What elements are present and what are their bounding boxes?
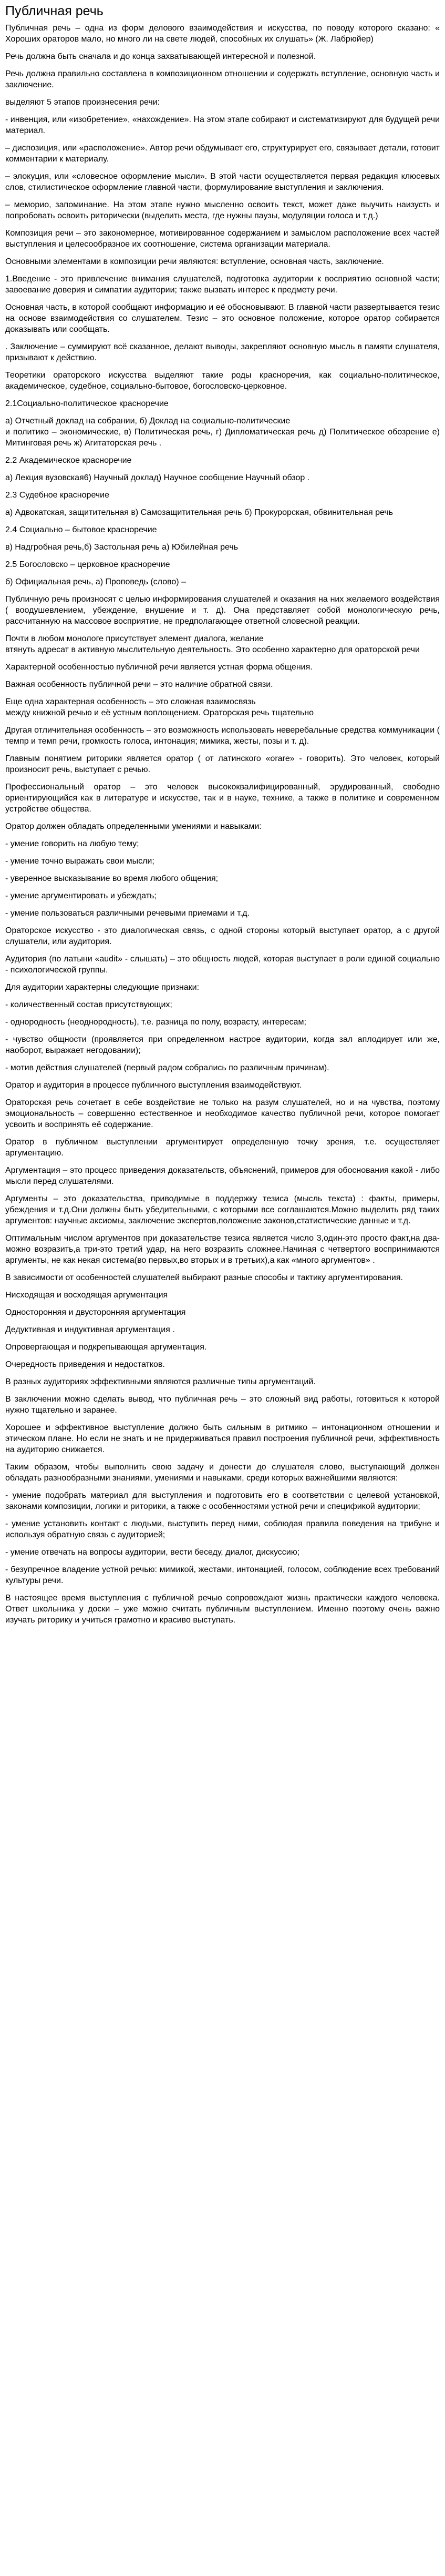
paragraph: Главным понятием риторики является оратор ( от латинского «orare» - говорить). Это человек, который произносит речь, выступает с речью. bbox=[5, 754, 440, 775]
paragraph: - умение говорить на любую тему; bbox=[5, 839, 139, 849]
paragraph: Речь должна правильно составлена в композиционном отношении и содержать вступление, основную часть и заключение. bbox=[5, 69, 440, 90]
paragraph: Публичную речь произносят с целью информирования слушателей и оказания на них желаемого воздействия ( воодушевлением, убеждение, внушение и т. д). Она представляет собой монологическую речь, рассчитанную на массовое восприятие, не предполагающее ответной словесной реакции. bbox=[5, 595, 440, 626]
paragraph: 2.3 Судебное красноречие bbox=[5, 491, 109, 500]
paragraph: Для аудитории характерны следующие признаки: bbox=[5, 983, 200, 992]
paragraph: - инвенция, или «изобретение», «нахождение». На этом этапе собирают и систематизируют для будущей речи материал. bbox=[5, 115, 440, 136]
paragraph: 1.Введение - это привлечение внимания слушателей, подготовка аудитории к восприятию основной части; завоевание доверия и симпатии аудитории; также вызвать интерес к предмету речи. bbox=[5, 275, 440, 295]
paragraph: а) Лекция вузовская6) Научный доклад) Научное сообщение Научный обзор . bbox=[5, 473, 310, 483]
paragraph: Аргументы – это доказательства, приводимые в поддержку тезиса (мысль текста) : факты, примеры, убеждения и т.д.Они должны быть убедительными, с которыми все соглашаются.Можно выделить ряд таких аргументов: научные аксиомы, заключение экспертов,положение законов,статистические данные и т.д. bbox=[5, 1194, 440, 1226]
paragraph: 2.4 Социально – бытовое красноречие bbox=[5, 525, 157, 535]
paragraph: - умение точно выражать свои мысли; bbox=[5, 857, 154, 866]
paragraph: Композиция речи – это закономерное, мотивированное содержанием и замыслом расположение всех частей выступления и целесообразное их соотношение, система организации материала. bbox=[5, 229, 440, 249]
paragraph: Основными элементами в композиции речи являются: вступление, основная часть, заключение. bbox=[5, 257, 384, 267]
paragraph: 2.1Социально-политическое красноречие bbox=[5, 399, 169, 409]
paragraph: Хорошее и эффективное выступление должно быть сильным в ритмико – интонационном отношении и этическом плане. Но если не знать и не придерживаться правил построения публичной речи, эффективность на аудиторию снижается. bbox=[5, 1423, 440, 1455]
paragraph: - умение подобрать материал для выступления и подготовить его в соответствии с целевой установкой, законами композиции, логики и риторики, а также с особенностями устной речи и спецификой аудитории; bbox=[5, 1491, 440, 1512]
paragraph: - количественный состав присутствующих; bbox=[5, 1000, 172, 1010]
paragraph: 2.5 Богословско – церковное красноречие bbox=[5, 560, 170, 570]
paragraph: Таким образом, чтобы выполнить свою задачу и донести до слушателя слово, выступающий должен обладать разнообразными знаниями, умениями и навыками, среди которых важнейшими являются: bbox=[5, 1463, 440, 1483]
paragraph: - умение аргументировать и убеждать; bbox=[5, 891, 157, 901]
paragraph: . Заключение – суммируют всё сказанное, делают выводы, закрепляют основную мысль в памяти слушателя, призывают к действию. bbox=[5, 342, 440, 363]
paragraph: б) Официальная речь, а) Проповедь (слово) – bbox=[5, 577, 186, 587]
paragraph: Очередность приведения и недостатков. bbox=[5, 1360, 165, 1370]
paragraph: Опровергающая и подкрепывающая аргументация. bbox=[5, 1343, 207, 1352]
paragraph: Теоретики ораторского искусства выделяют такие роды красноречия, как социально-политическое, академическое, судебное, социально-бытовое, богословско-церковное. bbox=[5, 371, 440, 391]
paragraph: - умение установить контакт с людьми, выступить перед ними, соблюдая правила поведения на трибуне и используя обратную связь с аудиторией; bbox=[5, 1519, 440, 1540]
paragraph: - мотив действия слушателей (первый радом собрались по различным причинам). bbox=[5, 1063, 329, 1073]
paragraph: - умение пользоваться различными речевыми приемами и т.д. bbox=[5, 909, 250, 918]
document-title: Публичная речь bbox=[5, 4, 104, 18]
paragraph: В разных аудиториях эффективными являются различные типы аргументаций. bbox=[5, 1377, 316, 1387]
paragraph: - однородность (неоднородность), т.е. разница по полу, возрасту, интересам; bbox=[5, 1018, 306, 1027]
paragraph: Характерной особенностью публичной речи является устная форма общения. bbox=[5, 663, 313, 672]
paragraph: В заключении можно сделать вывод, что публичная речь – это сложный вид работы, готовиться к которой нужно тщательно и заранее. bbox=[5, 1395, 440, 1415]
paragraph: Ораторская речь сочетает в себе воздействие не только на разум слушателей, но и на чувства, поэтому эмоциональность – совершенно естественное и необходимое качество публичной речи, которое помогает усвоить и воспринять её содержание. bbox=[5, 1098, 440, 1130]
paragraph: Оптимальным числом аргументов при доказательстве тезиса является число 3,один-это просто факт,на два-можно возразить,а три-это третий удар, на него возразить сложнее.Начиная с четвертого воспринимаются аргументы, не как некая система(во первых,во вторых и в третьих),а как «много аргументов» . bbox=[5, 1234, 440, 1265]
paragraph: Еще одна характерная особенность – это сложная взаимосвязь между книжной речью и её устным воплощением. Ораторская речь тщательно bbox=[5, 697, 314, 718]
document-body bbox=[5, 23, 440, 1626]
paragraph: Ораторское искусство - это диалогическая связь, с одной стороны который выступает оратор, а с другой слушатели, или аудитория. bbox=[5, 926, 440, 947]
paragraph: - уверенное высказывание во время любого общения; bbox=[5, 874, 219, 884]
paragraph: Аргументация – это процесс приведения доказательств, объяснений, примеров для обоснования какой - либо мысли перед слушателями. bbox=[5, 1166, 440, 1186]
paragraph: а) Отчетный доклад на собрании, б) Доклад на социально-политические и политико – экономические, в) Политическая речь, г) Дипломатическая речь д) Политическое обозрение е) Митинговая речь ж) Агитаторская речь . bbox=[5, 417, 440, 448]
paragraph: Аудитория (по латыни «audit» - слышать) – это общность людей, которая выступает в роли единой социально - психологической группы. bbox=[5, 955, 440, 975]
paragraph: Дедуктивная и индуктивная аргументация . bbox=[5, 1325, 175, 1335]
paragraph: Оратор должен обладать определенными умениями и навыками: bbox=[5, 822, 262, 831]
paragraph: В зависимости от особенностей слушателей выбирают разные способы и тактику аргументирования. bbox=[5, 1273, 403, 1283]
paragraph: – диспозиция, или «расположение». Автор речи обдумывает его, структурирует его, связывает детали, готовит комментарии к материалу. bbox=[5, 144, 440, 164]
paragraph: Оратор и аудитория в процессе публичного выступления взаимодействуют. bbox=[5, 1081, 302, 1090]
paragraph: Односторонняя и двусторонняя аргументация bbox=[5, 1308, 186, 1317]
paragraph: в) Надгробная речь,б) Застольная речь а) Юбилейная речь bbox=[5, 543, 239, 552]
paragraph: - безупречное владение устной речью: мимикой, жестами, интонацией, голосом, соблюдение всех требований культуры речи. bbox=[5, 1565, 440, 1586]
paragraph: Нисходящая и восходящая аргументация bbox=[5, 1291, 168, 1300]
paragraph: Почти в любом монологе присутствует элемент диалога, желание втянуть адресат в активную мыслительную деятельность. Это особенно характерно для ораторской речи bbox=[5, 634, 420, 655]
paragraph: Оратор в публичном выступлении аргументирует определенную точку зрения, т.е. осуществляет аргументацию. bbox=[5, 1138, 440, 1158]
paragraph: Другая отличительная особенность – это возможность использовать неверебальные средства коммуникации ( темпр и темп речи, громкость голоса, интонация; мимика, жесты, позы и т. д). bbox=[5, 726, 440, 746]
paragraph: - умение отвечать на вопросы аудитории, вести беседу, диалог, дискуссию; bbox=[5, 1548, 300, 1557]
paragraph: выделяют 5 этапов произнесения речи: bbox=[5, 98, 160, 107]
paragraph: – меморио, запоминание. На этом этапе нужно мысленно освоить текст, может даже выучить наизусть и попробовать освоить риторически (выделить места, где нужны паузы, модуляции голоса и т.д.) bbox=[5, 200, 440, 221]
paragraph: - чувство общности (проявляется при определенном настрое аудитории, когда зал аплодирует или же, наоборот, выражает негодовании); bbox=[5, 1035, 440, 1056]
paragraph: В настоящее время выступления с публичной речью сопровождают жизнь практически каждого человека. Ответ школьника у доски – уже можно считать публичным выступлением. Именно поэтому очень важно изучать риторику и учиться грамотно и красиво выступать. bbox=[5, 1594, 440, 1625]
paragraph: Речь должна быть сначала и до конца захватывающей интересной и полезной. bbox=[5, 52, 316, 62]
paragraph: Основная часть, в которой сообщают информацию и её обосновывают. В главной части развертывается тезис на основе взаимодействия со слушателем. Тезис – это основное положение, которое оратор собирается доказывать или сообщать. bbox=[5, 303, 440, 334]
paragraph: 2.2 Академическое красноречие bbox=[5, 456, 132, 465]
paragraph: Важная особенность публичной речи – это наличие обратной связи. bbox=[5, 680, 273, 689]
paragraph: Профессиональный оратор – это человек высококвалифицированный, эрудированный, свободно ориентирующийся как в литературе и искусстве, так и в науке, технике, а также в политике и современном устройстве общества. bbox=[5, 783, 440, 814]
paragraph: а) Адвокатская, защитительная в) Самозащитительная речь б) Прокурорская, обвинительная речь bbox=[5, 508, 393, 518]
paragraph: – элокуция, или «словесное оформление мысли». В этой части осуществляется первая редакция клюсевых слов, стилистическое оформление главной части, формулирование выступления и заключения. bbox=[5, 172, 440, 192]
paragraph: Публичная речь – одна из форм делового взаимодействия и искусства, по поводу которого сказано: « Хороших ораторов мало, но много ли на свете людей, способных их слушать» (Ж. Лабрюйер) bbox=[5, 24, 440, 44]
